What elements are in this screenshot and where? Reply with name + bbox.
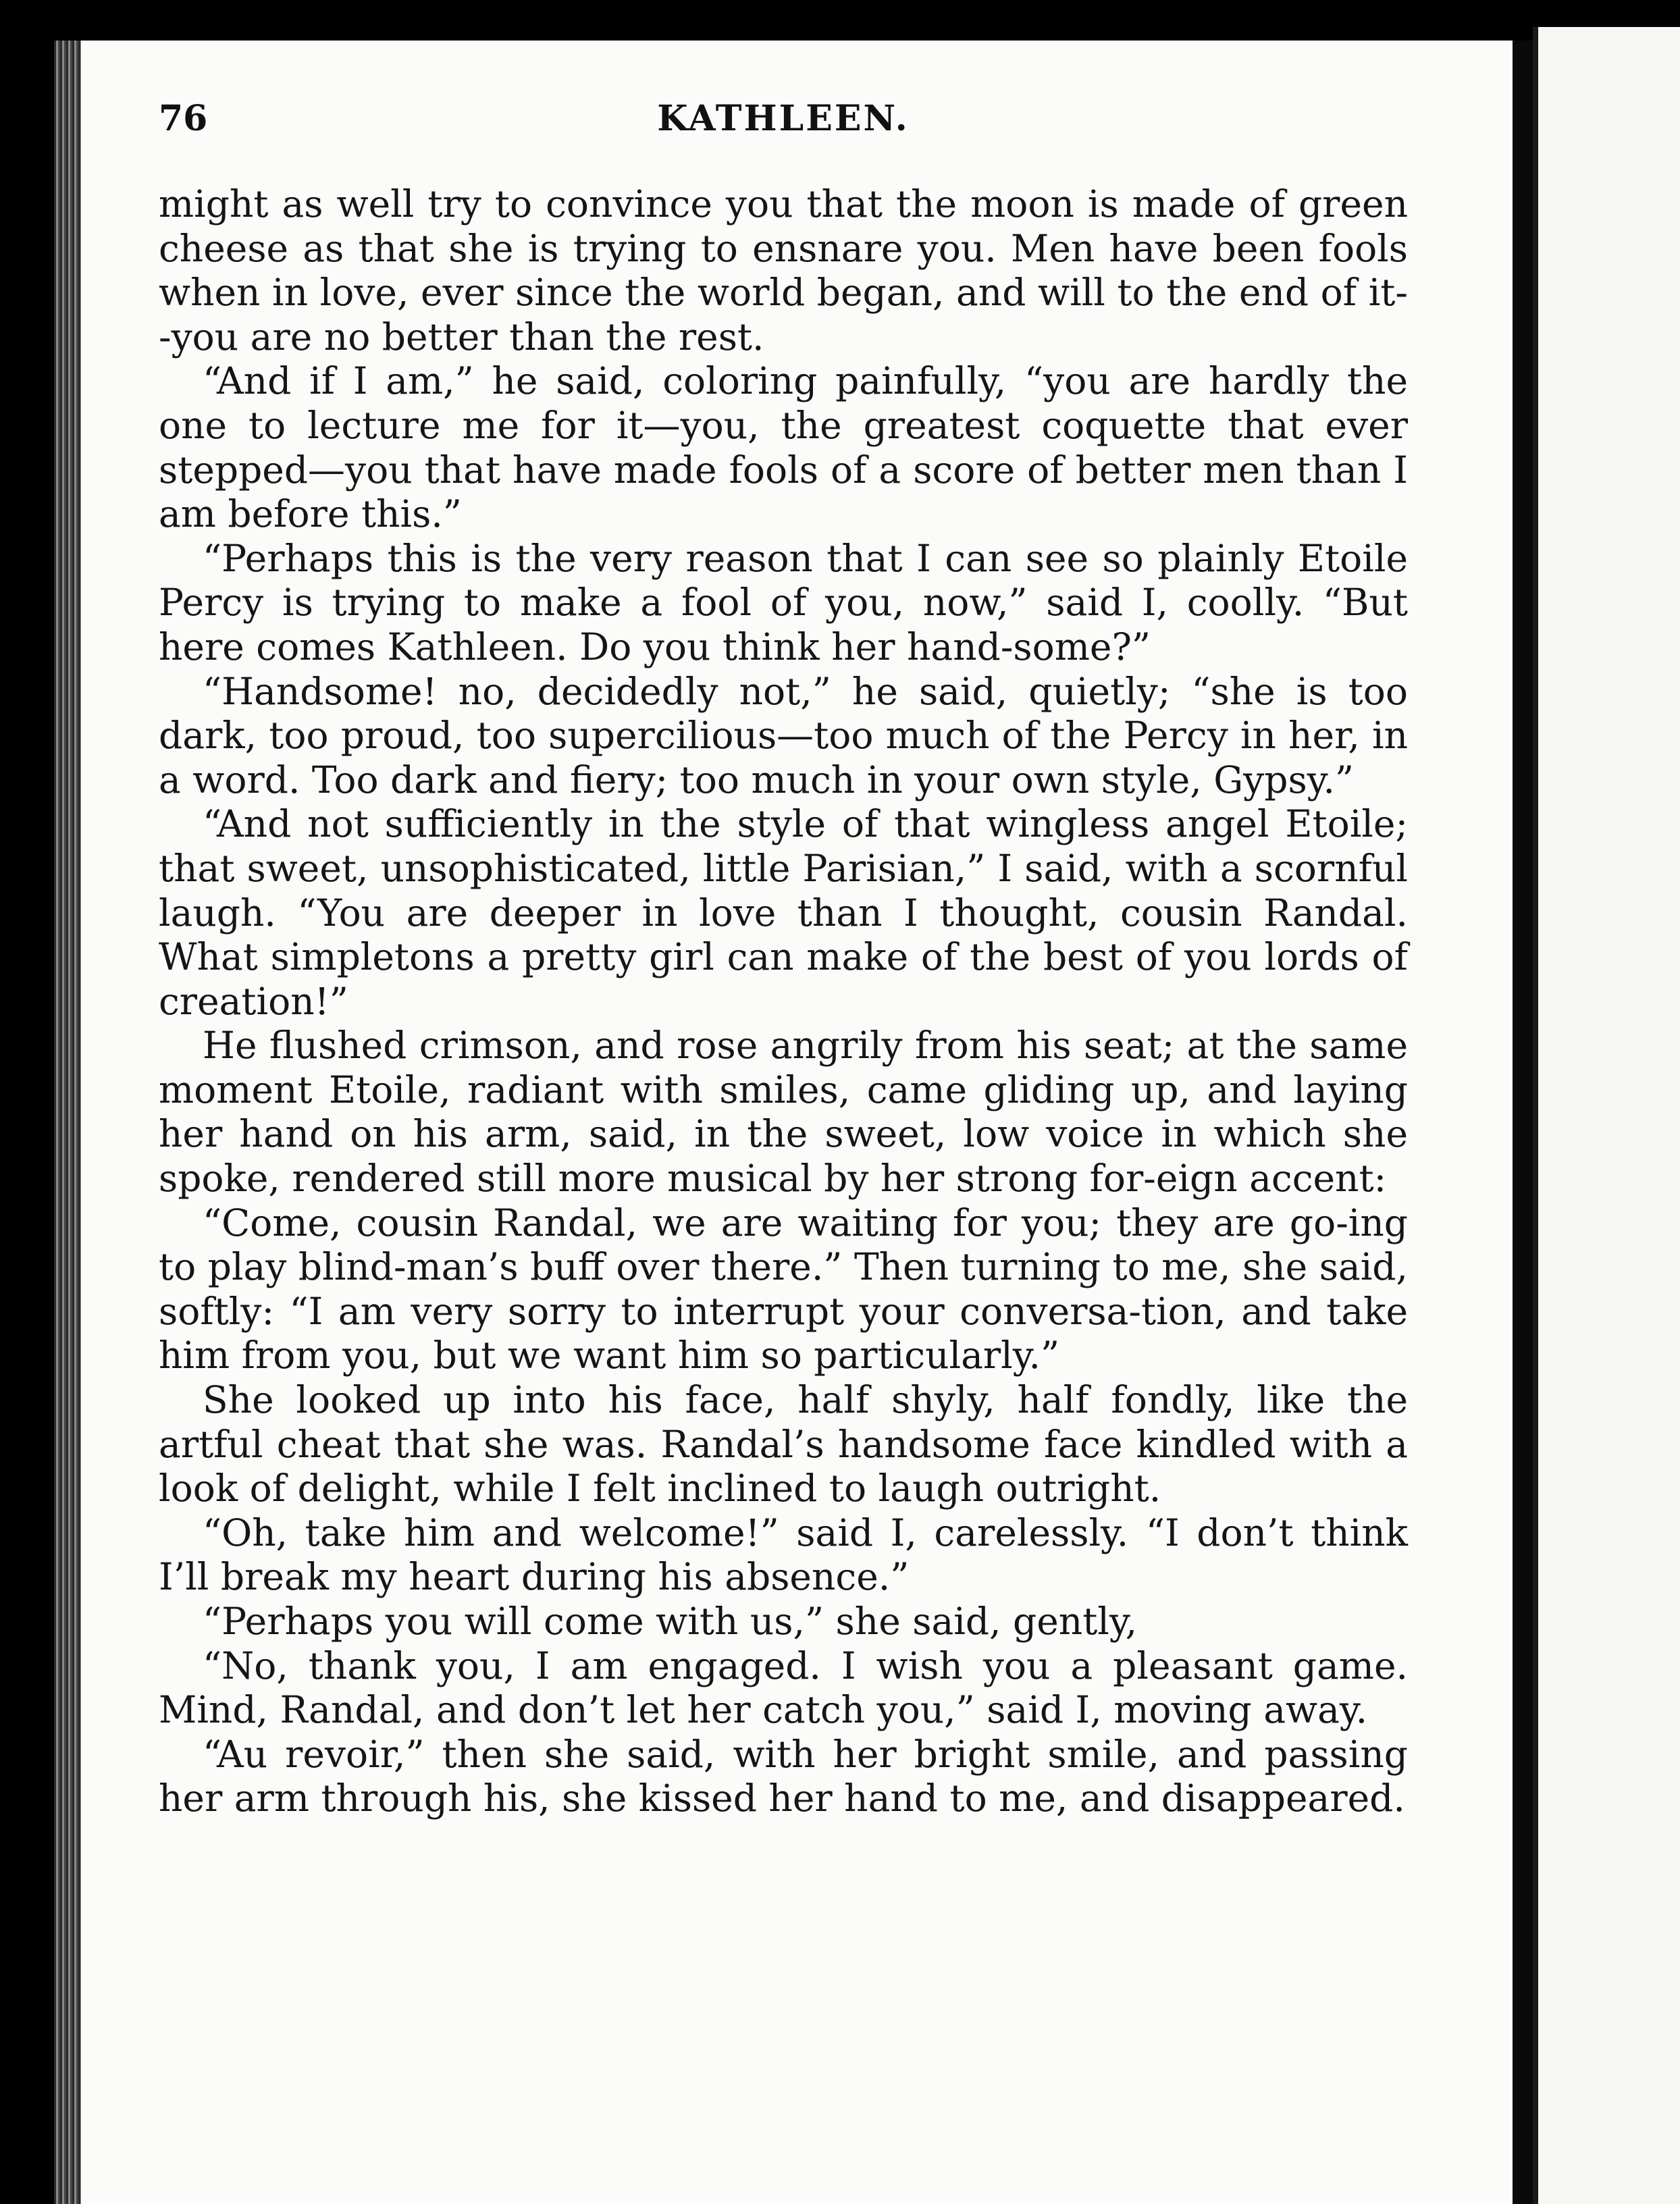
page-edge-stack bbox=[54, 41, 81, 2204]
paragraph: He flushed crimson, and rose angrily from his seat; at the same moment Etoile, radiant with smiles, came gliding up, and laying her hand on his arm, said, in the sweet, low voice in which she spoke, rendered still more musical by her strong for-eign accent: bbox=[159, 1024, 1408, 1201]
facing-fragment: al bbox=[26, 0, 37, 13]
facing-fragment: I bbox=[40, 0, 45, 13]
facing-fragment: w bbox=[47, 0, 57, 13]
paragraph: “Come, cousin Randal, we are waiting for you; they are go-ing to play blind-man’s buff over there.” Then turning to me, she said, softly: “I am very sorry to interrupt your conversa-tion, and take him from you, but we want him so particularly.” bbox=[159, 1201, 1408, 1378]
facing-page-edge bbox=[1533, 27, 1538, 2204]
paragraph: “Handsome! no, decidedly not,” he said, quietly; “she is too dark, too proud, too supercilious—too much of the Percy in her, in a word. Too dark and fiery; too much in your own style, Gypsy.” bbox=[159, 669, 1408, 802]
facing-fragment: 1 bbox=[77, 0, 85, 13]
paragraph: “And not sufficiently in the style of that wingless angel Etoile; that sweet, unsophisticated, little Parisian,” I said, with a scornful laugh. “You are deeper in love than I thought, cousin Randal. What simpletons a pretty girl can make of the best of you lords of creation!” bbox=[159, 802, 1408, 1023]
running-title: KATHLEEN. bbox=[657, 98, 910, 139]
facing-fragment: c bbox=[68, 0, 74, 13]
facing-fragment: tl bbox=[15, 0, 24, 13]
paragraph: She looked up into his face, half shyly, half fondly, like the artful cheat that she was. Randal’s handsome face kindled with a look of delight, while I felt inclined to laugh outright. bbox=[159, 1378, 1408, 1511]
page-number: 76 bbox=[159, 98, 208, 139]
page-text bbox=[159, 182, 1408, 1821]
book-gutter bbox=[1513, 41, 1533, 2204]
page-header bbox=[159, 98, 1408, 152]
paragraph: might as well try to convince you that the moon is made of green cheese as that she is trying to ensnare you. Men have been fools when in love, ever since the world began, and will to the end of it--you are no better than the rest. bbox=[159, 182, 1408, 359]
paragraph: “Au revoir,” then she said, with her bright smile, and passing her arm through his, she kissed her hand to me, and disappeared. bbox=[159, 1732, 1408, 1820]
facing-page-fragments bbox=[0, 0, 1680, 13]
paragraph: “No, thank you, I am engaged. I wish you a pleasant game. Mind, Randal, and don’t let her catch you,” said I, moving away. bbox=[159, 1644, 1408, 1732]
facing-fragment: se bbox=[0, 0, 12, 13]
facing-fragment: I bbox=[60, 0, 65, 13]
paragraph: “And if I am,” he said, coloring painfully, “you are hardly the one to lecture me for it—you, the greatest coquette that ever stepped—you that have made fools of a score of better men than I am before this.” bbox=[159, 359, 1408, 536]
paragraph: “Perhaps this is the very reason that I can see so plainly Etoile Percy is trying to make a fool of you, now,” said I, coolly. “But here comes Kathleen. Do you think her hand-some?” bbox=[159, 536, 1408, 668]
paragraph: “Oh, take him and welcome!” said I, carelessly. “I don’t think I’ll break my heart during his absence.” bbox=[159, 1511, 1408, 1599]
paragraph: “Perhaps you will come with us,” she said, gently, bbox=[203, 1600, 1138, 1643]
facing-page bbox=[1533, 27, 1680, 2204]
